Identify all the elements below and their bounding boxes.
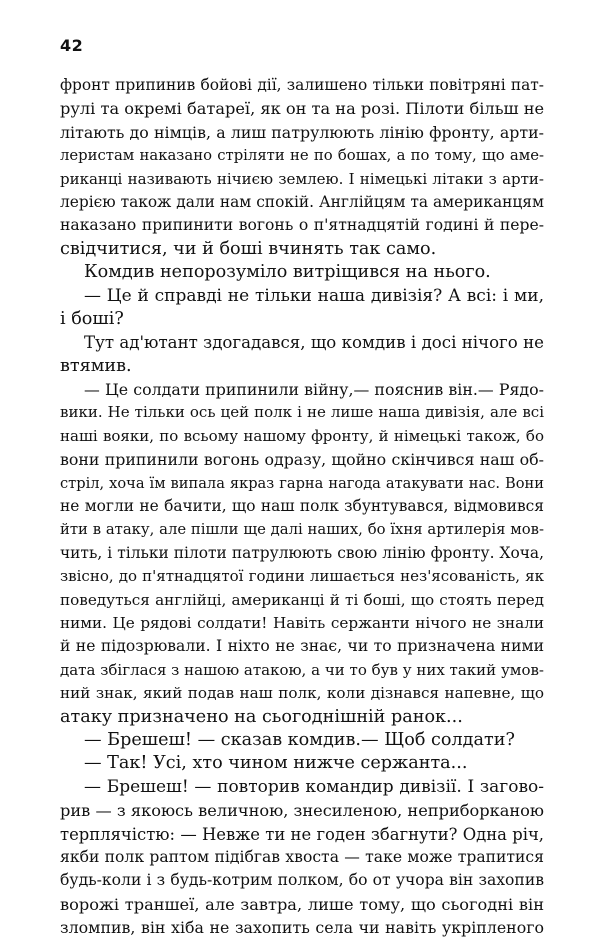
text-line: не могли не бачити, що наш полк збунтувався, відмовився xyxy=(60,497,544,516)
text-line: рулі та окремі батареї, як он та на розі. Пілоти більш не xyxy=(60,99,545,119)
text-line: ворожі траншеї, але завтра, лише тому, що сьогодні він xyxy=(60,894,544,914)
text-line: лерією також дали нам спокій. Англійцям та американцям xyxy=(60,192,544,211)
text-line: рив — з якоюсь величною, знесиленою, неприборканою xyxy=(60,801,544,821)
text-line: літають до німців, а лиш патрулюють лінію фронту, арти- xyxy=(60,122,544,142)
text-line: чить, і тільки пілоти патрулюють свою лінію фронту. Хоча, xyxy=(60,543,544,562)
text-line: терплячістю: — Невже ти не годен збагнути? Одна річ, xyxy=(60,824,544,844)
text-line: і боші? xyxy=(60,308,124,329)
text-line: Тут ад'ютант здогадався, що комдив і досі нічого не xyxy=(84,333,544,353)
body-text xyxy=(60,74,544,939)
text-line: — Це й справді не тільки наша дивізія? А всі: і ми, xyxy=(84,285,544,306)
text-line: йти в атаку, але пішли ще далі наших, бо їхня артилерія мов- xyxy=(60,521,544,539)
text-line: наші вояки, по всьому нашому фронту, й німецькі також, бо xyxy=(60,426,544,445)
page-number: 42 xyxy=(60,36,84,55)
text-line: звісно, до п'ятнадцятої години лишається нез'ясованість, як xyxy=(60,567,544,586)
text-line: ний знак, який подав наш полк, коли дізнався напевне, що xyxy=(60,684,544,703)
text-line: втямив. xyxy=(60,355,132,376)
text-line: — Брешеш! — повторив командир дивізії. І загово- xyxy=(84,776,544,797)
text-line: вики. Не тільки ось цей полк і не лише наша дивізія, але всі xyxy=(60,403,544,422)
text-line: атаку призначено на сьогоднішній ранок... xyxy=(60,706,463,727)
text-line: дата збіглася з нашою атакою, а чи то був у них такий умов- xyxy=(60,660,544,679)
text-line: якби полк раптом підібгав хвоста — таке може трапитися xyxy=(60,847,544,866)
text-line: будь-коли і з будь-котрим полком, бо от учора він захопив xyxy=(60,871,544,890)
text-line: леристам наказано стріляти не по бошах, а по тому, що аме- xyxy=(60,147,544,165)
text-line: ними. Це рядові солдати! Навіть сержанти нічого не знали xyxy=(60,613,544,632)
text-line: наказано припинити вогонь о п'ятнадцятій годині й пере- xyxy=(60,216,544,235)
text-line: вони припинили вогонь одразу, щойно скінчився наш об- xyxy=(60,450,544,470)
text-line: стріл, хоча їм випала якраз гарна нагода атакувати нас. Вони xyxy=(60,474,544,492)
text-line: фронт припинив бойові дії, залишено тільки повітряні пат- xyxy=(60,76,544,94)
text-line: свідчитися, чи й боші вчинять так само. xyxy=(60,238,437,259)
text-line: риканці називають нічиєю землею. І німецькі літаки з арти- xyxy=(60,169,544,188)
text-line: — Брешеш! — сказав комдив.— Щоб солдати? xyxy=(84,729,515,750)
text-line: — Це солдати припинили війну,— пояснив він.— Рядо- xyxy=(84,380,544,400)
text-line: поведуться англійці, американці й ті боші, що стоять перед xyxy=(60,590,544,609)
text-line: й не підозрювали. І ніхто не знає, чи то призначена ними xyxy=(60,637,544,656)
text-line: — Так! Усі, хто чином нижче сержанта... xyxy=(84,753,468,774)
text-line: Комдив непорозуміло витріщився на нього. xyxy=(84,262,491,283)
text-line: зломпив, він хіба не захопить села чи навіть укріпленого xyxy=(60,918,544,938)
